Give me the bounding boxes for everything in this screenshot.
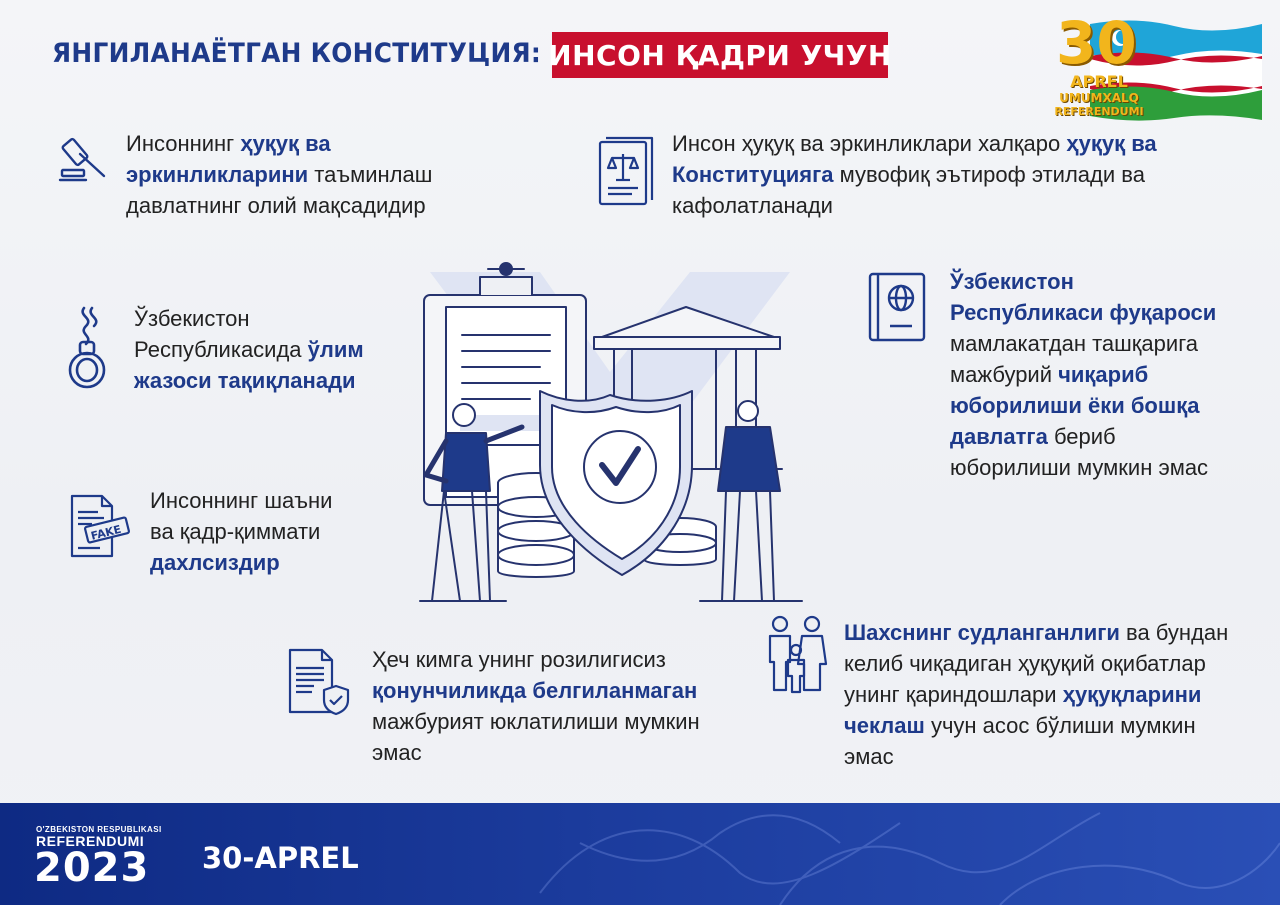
svg-text:FAKE: FAKE <box>89 522 123 543</box>
gavel-icon <box>58 132 112 186</box>
page-title <box>52 38 892 72</box>
badge-line3: REFERENDUMI <box>1054 105 1144 118</box>
fake-document-icon <box>68 490 134 560</box>
item-family: Шахснинг судланганлиги ва бундан келиб чиқадиган ҳуқуқий оқибатлар унинг қариндошлари ҳуқуқларини чеклаш учун асос бўлиши мумкин эмас <box>844 620 1229 769</box>
badge-number: 30 <box>1056 9 1137 77</box>
item-honor: Инсоннинг шаъни ва қадр-қиммати дахлсиздир <box>150 488 333 575</box>
item-citizen: Ўзбекистон Республикаси фуқароси мамлакатдан ташқарига мажбурий чиқариб юборилиши ёки бошқа давлатга бериб юборилиши мумкин эмас <box>950 269 1217 480</box>
title-main: ЯНГИЛАНАЁТГАН КОНСТИТУЦИЯ: <box>52 38 542 69</box>
badge-line2: UMUMXALQ <box>1059 91 1139 105</box>
item-rights: Инсоннинг ҳуқуқ ва эркинликларини таъминлаш давлатнинг олий мақсадидир <box>126 131 433 218</box>
footer-referendum: REFERENDUMI <box>36 833 145 849</box>
footer-year: 2023 <box>34 845 150 891</box>
referendum-badge <box>1050 10 1262 120</box>
footer-date: 30-APREL <box>202 841 359 875</box>
noose-icon <box>64 306 112 390</box>
footer-ornament <box>480 803 1280 905</box>
item-death: Ўзбекистон Республикасида ўлим жазоси тақиқланади <box>134 306 364 393</box>
footer-country: O'ZBEKISTON RESPUBLIKASI <box>36 825 162 834</box>
item-intl: Инсон ҳуқуқ ва эркинликлари халқаро ҳуқуқ ва Конституцияга мувофиқ эътироф этилади ва кафолатланади <box>672 131 1157 218</box>
legal-document-icon <box>598 136 656 208</box>
passport-icon <box>866 270 930 344</box>
central-illustration <box>410 255 810 615</box>
protected-document-icon <box>284 646 354 718</box>
item-duty: Ҳеч кимга унинг розилигисиз қонунчиликда белгиланмаган мажбурият юклатилиши мумкин эмас <box>372 647 700 765</box>
title-highlight: ИНСОН ҚАДРИ УЧУН <box>552 32 888 78</box>
footer-banner <box>0 803 1280 905</box>
family-icon <box>764 612 830 694</box>
badge-line1: APREL <box>1070 72 1128 91</box>
